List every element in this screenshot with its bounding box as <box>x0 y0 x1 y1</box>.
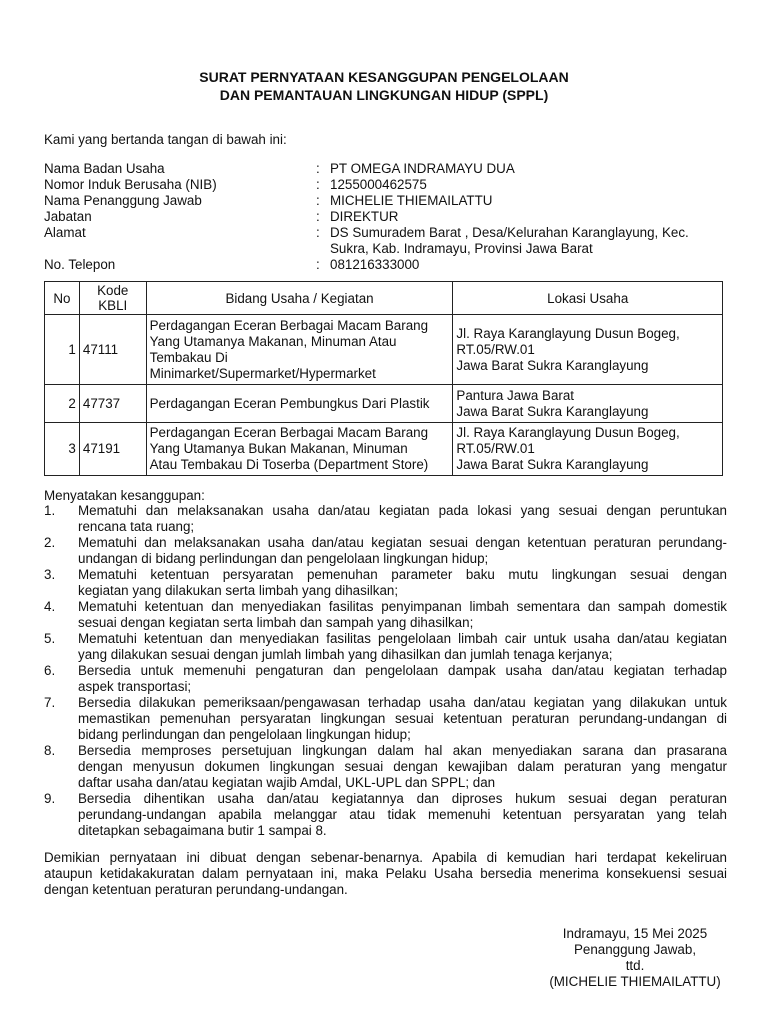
statement-text <box>78 599 727 631</box>
row-kbli: 47737 <box>79 385 146 423</box>
statements-heading: Menyatakan kesanggupan: <box>44 488 205 503</box>
statement-text <box>78 535 727 567</box>
statement-number: 1. <box>44 503 56 518</box>
header-lokasi: Lokasi Usaha <box>453 282 723 315</box>
statement-number: 5. <box>44 631 56 646</box>
statement-line: ditetapkan sebagaimana butir 1 sampai 8. <box>78 823 327 838</box>
intro-text: Kami yang bertanda tangan di bawah ini: <box>44 132 287 147</box>
lokasi-line: Jl. Raya Karanglayung Dusun Bogeg, <box>456 325 680 341</box>
bidang-line: Perdagangan Eceran Berbagai Macam Barang <box>149 317 429 333</box>
statement-line: Mematuhi ketentuan dan menyediakan fasilitas pengelolaan limbah cair untuk usaha dan/atau kegiatan <box>78 631 727 646</box>
statement-line: yang dilakukan sesuai dengan jumlah limbah yang dihasilkan dan jumlah tenaga kerjanya; <box>78 647 613 662</box>
table-header-row <box>45 282 723 315</box>
statement-number: 3. <box>44 567 56 582</box>
statement-text <box>78 631 727 663</box>
table-row <box>45 315 723 385</box>
identity-label: Nama Penanggung Jawab <box>44 193 202 208</box>
identity-value: 081216333000 <box>330 257 420 272</box>
statement-text <box>78 695 727 743</box>
identity-label: No. Telepon <box>44 257 116 272</box>
identity-label: Alamat <box>44 225 86 240</box>
bidang-line: Yang Utamanya Bukan Makanan, Minuman <box>149 441 408 456</box>
lokasi-line: Jawa Barat Sukra Karanglayung <box>456 457 649 472</box>
signature-name: (MICHELIE THIEMAILATTU) <box>549 974 721 989</box>
bidang-line: Atau Tembakau Di Toserba (Department Store) <box>149 457 429 472</box>
statement-text <box>78 663 727 695</box>
statement-line: aspek transportasi; <box>78 679 192 694</box>
statement-line: undangan di bidang perlindungan dan pengelolaan lingkungan hidup; <box>78 551 489 566</box>
row-no: 3 <box>45 423 80 476</box>
lokasi-line: Jl. Raya Karanglayung Dusun Bogeg, <box>456 425 680 440</box>
lokasi-line: RT.05/RW.01 <box>456 341 535 357</box>
statement-line: Mematuhi dan melaksanakan usaha dan/atau kegiatan sesuai dengan ketentuan peraturan perundang- <box>78 535 727 550</box>
bidang-line: Yang Utamanya Makanan, Minuman Atau <box>149 333 397 349</box>
identity-colon: : <box>316 161 320 176</box>
identity-label: Nomor Induk Berusaha (NIB) <box>44 177 217 192</box>
row-no: 2 <box>45 385 80 423</box>
row-kbli: 47191 <box>79 423 146 476</box>
document-title-line-1: SURAT PERNYATAAN KESANGGUPAN PENGELOLAAN <box>199 69 569 85</box>
closing-paragraph <box>44 850 727 898</box>
identity-colon: : <box>316 193 320 208</box>
statement-line: sesuai dengan kegiatan serta limbah dan sampah yang dihasilkan; <box>78 615 474 630</box>
statement-line: Bersedia dilakukan pemeriksaan/pengawasan terhadap usaha dan/atau kegiatan yang dilakukan untuk <box>78 695 727 710</box>
statement-line: perundang-undangan apabila melanggar atau tidak memenuhi ketentuan persyaratan yang telah <box>78 807 727 822</box>
lokasi-line: Jawa Barat Sukra Karanglayung <box>456 403 649 419</box>
header-bidang: Bidang Usaha / Kegiatan <box>146 282 453 315</box>
header-kode-kbli <box>79 282 146 315</box>
statement-number: 2. <box>44 535 56 550</box>
statement-line: bidang perlindungan dan pengelolaan lingkungan hidup; <box>78 727 411 742</box>
statement-line: Bersedia memproses persetujuan lingkungan dalam hal akan menyediakan sarana dan prasarana <box>78 743 727 758</box>
signature-ttd: ttd. <box>625 958 645 973</box>
header-kode: Kode <box>97 283 129 298</box>
statement-line: Bersedia dihentikan usaha dan/atau kegiatannya dan diproses hukum sesuai degan peraturan <box>78 791 727 806</box>
closing-line: ataupun ketidakakuratan dalam pernyataan ini, maka Pelaku Usaha bersedia menerima konsekuensi sesuai <box>44 866 727 881</box>
statement-line: Mematuhi ketentuan persyaratan pemenuhan parameter baku mutu lingkungan sesuai dengan <box>78 567 727 582</box>
statement-text <box>78 503 727 535</box>
lokasi-line: Pantura Jawa Barat <box>456 387 575 403</box>
statement-line: dengan menyusun dokumen lingkungan sesuai dengan kewajiban dalam peraturan yang mengatur <box>78 759 727 774</box>
identity-label: Jabatan <box>44 209 92 224</box>
row-lokasi <box>453 423 723 476</box>
statement-number: 7. <box>44 695 56 710</box>
statement-number: 8. <box>44 743 56 758</box>
identity-colon: : <box>316 209 320 224</box>
identity-value: 1255000462575 <box>330 177 427 192</box>
header-kbli: KBLI <box>98 298 128 313</box>
identity-value: PT OMEGA INDRAMAYU DUA <box>330 161 515 176</box>
closing-line: dengan ketentuan peraturan perundang-undangan. <box>44 882 348 897</box>
row-lokasi <box>453 385 723 423</box>
statement-line: kegiatan yang dilakukan serta limbah yang dihasilkan; <box>78 583 399 598</box>
row-lokasi <box>453 315 723 385</box>
row-kbli: 47111 <box>79 315 146 385</box>
row-bidang <box>146 423 453 476</box>
statement-line: memastikan pemenuhan persyaratan lingkungan sesuai ketentuan peraturan perundang-undangan di <box>78 711 727 726</box>
statement-number: 9. <box>44 791 56 806</box>
lokasi-line: Jawa Barat Sukra Karanglayung <box>456 357 649 373</box>
signature-place-date: Indramayu, 15 Mei 2025 <box>562 926 708 941</box>
business-table <box>44 281 723 476</box>
statement-line: rencana tata ruang; <box>78 519 195 534</box>
row-bidang <box>146 315 453 385</box>
bidang-line: Tembakau Di <box>149 349 228 365</box>
bidang-line: Perdagangan Eceran Pembungkus Dari Plastik <box>149 395 430 411</box>
identity-colon: : <box>316 177 320 192</box>
row-bidang <box>146 385 453 423</box>
statement-text <box>78 567 727 599</box>
bidang-line: Minimarket/Supermarket/Hypermarket <box>149 365 376 381</box>
statement-line: Mematuhi ketentuan dan menyediakan fasilitas penyimpanan limbah sementara dan sampah domestik <box>78 599 727 614</box>
statement-text <box>78 743 727 791</box>
statement-line: daftar usaha dan/atau kegiatan wajib Amdal, UKL-UPL dan SPPL; dan <box>78 775 496 790</box>
header-no: No <box>45 282 80 315</box>
statement-number: 6. <box>44 663 56 678</box>
bidang-line: Perdagangan Eceran Berbagai Macam Barang <box>149 425 429 440</box>
table-row <box>45 385 723 423</box>
statement-number: 4. <box>44 599 56 614</box>
identity-colon: : <box>316 257 320 272</box>
identity-value: DS Sumuradem Barat , Desa/Kelurahan Karanglayung, Kec. Sukra, Kab. Indramayu, Provinsi Jawa Barat <box>330 225 689 256</box>
closing-line: Demikian pernyataan ini dibuat dengan sebenar-benarnya. Apabila di kemudian hari terdapat kekeliruan <box>44 850 727 865</box>
document-title-line-2: DAN PEMANTAUAN LINGKUNGAN HIDUP (SPPL) <box>219 87 549 103</box>
statement-text <box>78 791 727 839</box>
lokasi-line: RT.05/RW.01 <box>456 441 535 456</box>
signature-role: Penanggung Jawab, <box>573 942 697 957</box>
identity-value: DIREKTUR <box>330 209 399 224</box>
statement-line: Bersedia untuk memenuhi pengaturan dan pengelolaan dampak usaha dan/atau kegiatan terhadap <box>78 663 727 678</box>
identity-colon: : <box>316 225 320 240</box>
statement-line: Mematuhi dan melaksanakan usaha dan/atau kegiatan pada lokasi yang sesuai dengan peruntukan <box>78 503 727 518</box>
row-no: 1 <box>45 315 80 385</box>
identity-value: MICHELIE THIEMAILATTU <box>330 193 493 208</box>
table-row <box>45 423 723 476</box>
identity-label: Nama Badan Usaha <box>44 161 165 176</box>
